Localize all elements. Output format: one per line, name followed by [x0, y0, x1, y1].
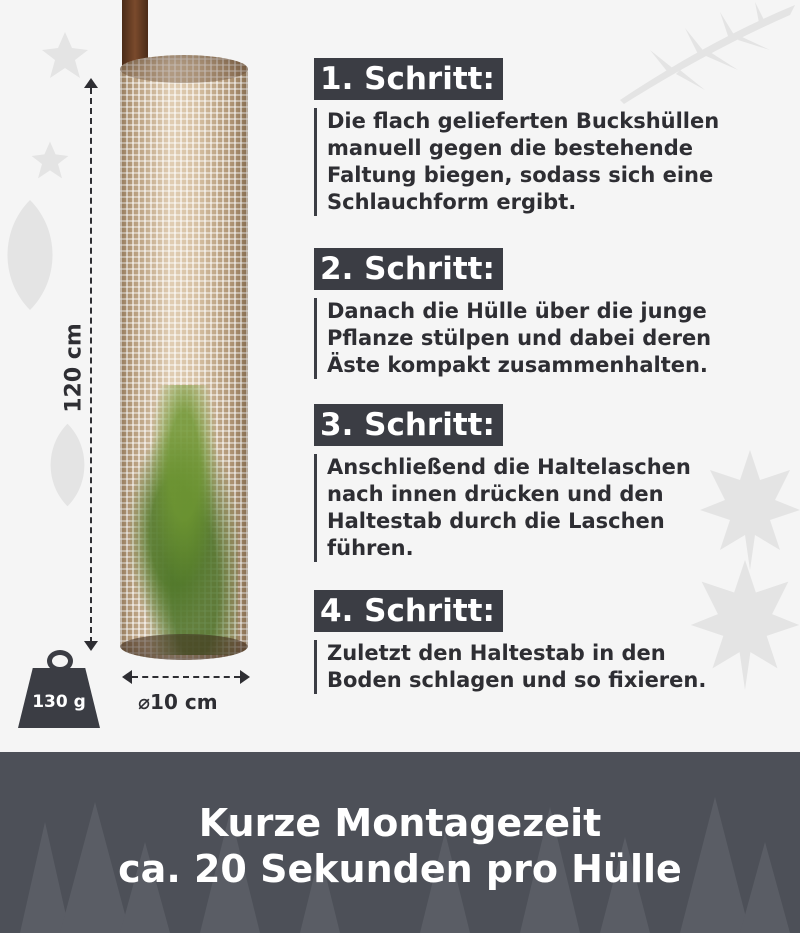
step-line: Zuletzt den Haltestab in den: [327, 641, 666, 665]
sleeve-top-opening: [120, 55, 248, 83]
arrow-right-icon: [240, 670, 250, 684]
step-description: [314, 640, 784, 694]
step-line: Haltestab durch die Laschen: [327, 509, 665, 533]
step-line: Faltung biegen, sodass sich eine: [327, 163, 714, 187]
banner-subline: ca. 20 Sekunden pro Hülle: [118, 847, 682, 891]
step-description: [314, 108, 784, 216]
sleeve-bottom-edge: [120, 634, 248, 660]
step-title: 4. Schritt:: [314, 590, 503, 632]
tree-protection-sleeve: [120, 55, 248, 660]
step-4: [314, 590, 784, 694]
step-line: führen.: [327, 536, 414, 560]
step-line: Pflanze stülpen und dabei deren: [327, 326, 712, 350]
young-plant: [130, 385, 238, 655]
step-line: Danach die Hülle über die junge: [327, 299, 707, 323]
step-line: nach innen drücken und den: [327, 482, 664, 506]
step-line: Schlauchform ergibt.: [327, 190, 577, 214]
step-title: 1. Schritt:: [314, 58, 503, 100]
step-line: Anschließend die Haltelaschen: [327, 455, 691, 479]
height-value: 120 cm: [61, 323, 87, 413]
weight-label: 130 g: [32, 692, 86, 712]
weight-icon: [18, 650, 100, 730]
arrow-up-icon: [84, 78, 98, 88]
step-title: 2. Schritt:: [314, 248, 503, 290]
assembly-time-banner: [0, 752, 800, 933]
step-line: Boden schlagen und so fixieren.: [327, 668, 707, 692]
step-description: [314, 298, 784, 379]
leaf-decoration-icon: [40, 30, 90, 80]
step-title: 3. Schritt:: [314, 404, 503, 446]
leaf-decoration-icon: [45, 420, 90, 510]
step-3: [314, 404, 784, 562]
arrow-left-icon: [122, 670, 132, 684]
step-description: [314, 454, 784, 562]
leaf-decoration-icon: [30, 140, 70, 180]
step-line: manuell gegen die bestehende: [327, 136, 693, 160]
height-dimension-line: [90, 88, 92, 643]
leaf-decoration-icon: [0, 200, 60, 310]
step-2: [314, 248, 784, 379]
step-1: [314, 58, 784, 216]
banner-text: [0, 800, 800, 892]
step-line: Die flach gelieferten Buckshüllen: [327, 109, 720, 133]
banner-headline: Kurze Montagezeit: [198, 801, 602, 845]
diameter-dimension-line: [132, 676, 240, 678]
step-line: Äste kompakt zusammenhalten.: [327, 353, 708, 377]
diameter-label: ⌀10 cm: [138, 690, 218, 714]
